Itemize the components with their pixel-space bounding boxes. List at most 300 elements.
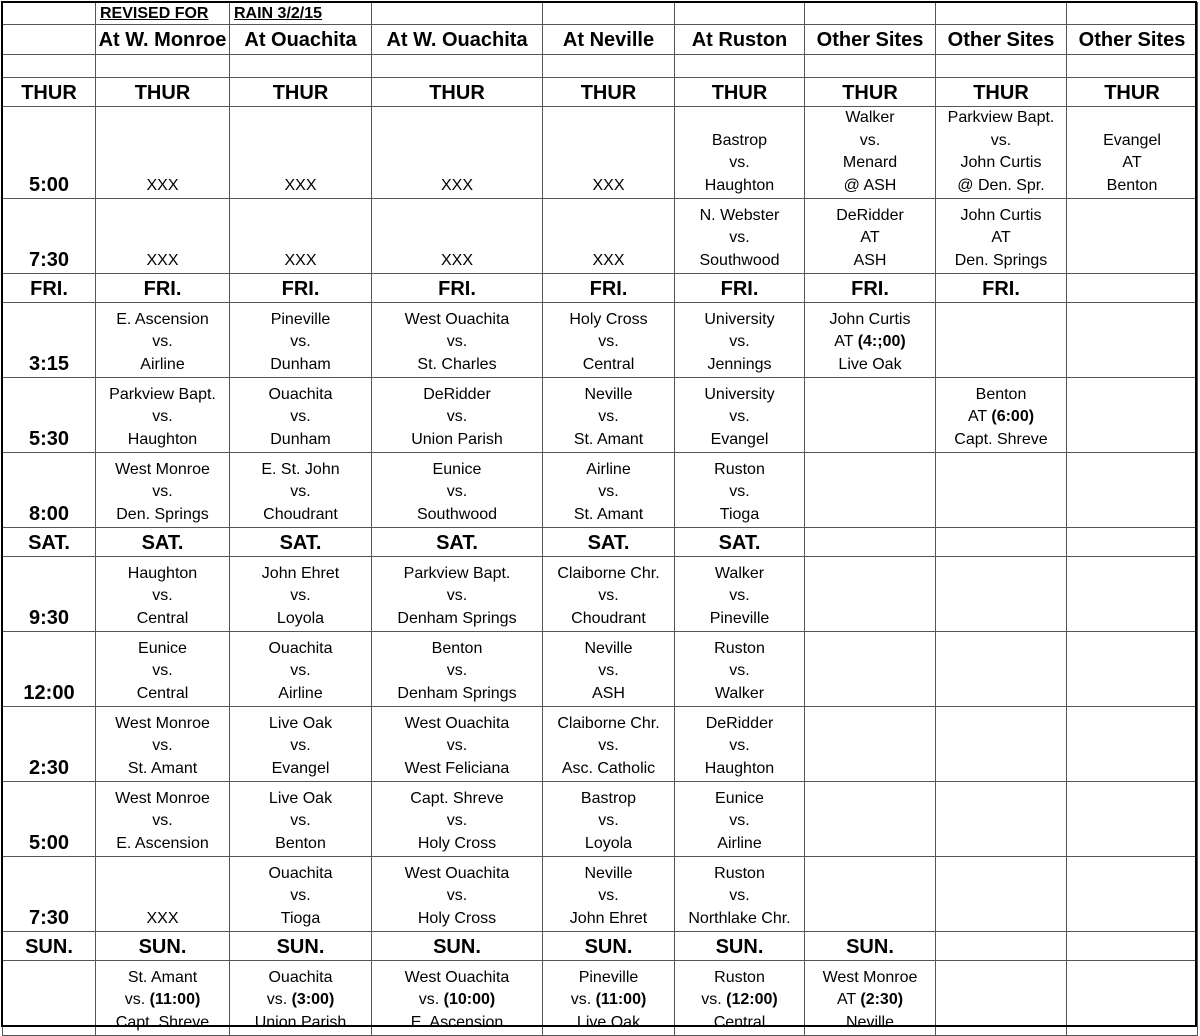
time-label: 2:30 [3, 707, 96, 782]
game-line: Haughton [704, 176, 775, 194]
day-label: SUN. [372, 932, 543, 961]
game-cell [936, 378, 1067, 453]
game-line: E. Ascension [410, 1013, 504, 1031]
site-header: At Ruston [675, 25, 805, 55]
game-line: West Ouachita [404, 864, 510, 882]
game-line: vs. [446, 887, 468, 904]
day-label: SAT. [543, 528, 675, 557]
game-line: ASH [592, 684, 625, 702]
game-line: Haughton [127, 564, 198, 582]
game-line: @ ASH [843, 176, 897, 194]
game-line: vs. [729, 812, 750, 829]
game-time: (12:00) [726, 991, 778, 1008]
game-cell [372, 632, 543, 707]
game-line: Benton [431, 639, 483, 657]
game-line: XXX [146, 251, 179, 269]
game-line: Southwood [699, 251, 780, 269]
game-cell [372, 378, 543, 453]
site-header: At Ouachita [230, 25, 372, 55]
game-line: AT [991, 229, 1011, 246]
empty-cell [936, 961, 1067, 1036]
spacer-cell [936, 55, 1067, 78]
game-line: Eunice [138, 639, 187, 657]
game-line: vs. [729, 154, 750, 171]
game-line: John Curtis [960, 206, 1042, 224]
day-label: FRI. [675, 274, 805, 303]
game-time: (11:00) [595, 991, 647, 1008]
game-line: Parkview Bapt. [403, 564, 511, 582]
game-cell [230, 707, 372, 782]
game-line: John Curtis [829, 310, 911, 328]
empty-cell [805, 557, 936, 632]
time-label: 5:00 [3, 107, 96, 199]
game-line: Live Oak [268, 789, 333, 807]
game-cell [543, 107, 675, 199]
game-line: Jennings [707, 355, 772, 373]
empty-cell [805, 632, 936, 707]
game-line: Denham Springs [397, 609, 517, 627]
game-line: Ouachita [268, 385, 333, 403]
game-cell [230, 378, 372, 453]
day-label: THUR [805, 78, 936, 107]
day-label: SAT. [675, 528, 805, 557]
game-cell [675, 782, 805, 857]
game-cell [96, 857, 230, 932]
empty-cell [1067, 303, 1198, 378]
empty-cell [936, 782, 1067, 857]
game-line: vs. [729, 408, 750, 425]
game-cell [372, 199, 543, 274]
game-line: vs. [598, 408, 619, 425]
game-cell [96, 707, 230, 782]
empty-cell [1067, 528, 1198, 557]
slot-row-sat_730 [3, 857, 1198, 932]
game-line: Ouachita [268, 864, 333, 882]
game-cell [543, 961, 675, 1036]
game-line: Dunham [270, 430, 331, 448]
game-line: AT (2:30) [836, 991, 904, 1008]
game-cell [675, 453, 805, 528]
game-line: Central [136, 684, 189, 702]
title-empty-cell [372, 3, 543, 25]
empty-cell [805, 378, 936, 453]
day-label: SUN. [96, 932, 230, 961]
game-cell [230, 961, 372, 1036]
game-line: E. Ascension [116, 834, 209, 852]
empty-cell [1067, 707, 1198, 782]
game-line: DeRidder [836, 206, 904, 224]
day-label: FRI. [230, 274, 372, 303]
title-empty-cell [675, 3, 805, 25]
site-header: At W. Ouachita [372, 25, 543, 55]
game-line: vs. [729, 587, 750, 604]
game-line: vs. (12:00) [701, 991, 778, 1008]
game-line: XXX [284, 251, 317, 269]
game-line: Benton [275, 834, 326, 852]
game-line: vs. [446, 333, 468, 350]
game-line: Pineville [270, 310, 331, 328]
game-line: West Ouachita [404, 310, 510, 328]
game-line: St. Charles [417, 355, 497, 373]
time-label: 9:30 [3, 557, 96, 632]
game-line: Neville [584, 385, 633, 403]
day-label: THUR [675, 78, 805, 107]
game-line: XXX [146, 909, 179, 927]
game-line: vs. [446, 662, 468, 679]
game-line: vs. [290, 333, 311, 350]
game-line: John Ehret [261, 564, 340, 582]
slot-row-sat_1200 [3, 632, 1198, 707]
game-line: West Ouachita [404, 714, 510, 732]
game-line: DeRidder [705, 714, 774, 732]
day-label: THUR [96, 78, 230, 107]
game-cell [543, 453, 675, 528]
game-line: vs. [729, 483, 750, 500]
game-line: vs. [729, 662, 750, 679]
game-line: Airline [717, 834, 762, 852]
empty-cell [936, 632, 1067, 707]
game-cell [96, 199, 230, 274]
day-row-fri [3, 274, 1198, 303]
game-line: vs. [290, 408, 311, 425]
game-time: (4:;00) [857, 333, 906, 350]
game-line: vs. [598, 333, 619, 350]
title-empty-cell [543, 3, 675, 25]
game-line: West Monroe [115, 714, 210, 732]
game-cell [230, 453, 372, 528]
game-line: John Curtis [960, 154, 1042, 171]
game-line: vs. [598, 662, 619, 679]
game-line: Holy Cross [417, 834, 497, 852]
game-cell [543, 199, 675, 274]
game-line: Airline [140, 355, 185, 373]
empty-cell [936, 857, 1067, 932]
game-line: Parkview Bapt. [947, 109, 1055, 126]
game-time: (10:00) [443, 991, 496, 1008]
game-line: AT (6:00) [967, 408, 1035, 425]
time-label: 7:30 [3, 199, 96, 274]
game-line: vs. (3:00) [266, 991, 335, 1008]
game-cell [543, 557, 675, 632]
game-line: Evangel [710, 430, 769, 448]
game-time: (2:30) [860, 991, 904, 1008]
site-header: At W. Monroe [96, 25, 230, 55]
game-line: Dunham [270, 355, 331, 373]
game-line: vs. [598, 737, 619, 754]
title-empty-cell [805, 3, 936, 25]
game-cell [543, 632, 675, 707]
game-cell [543, 782, 675, 857]
spacer-cell [3, 55, 96, 78]
game-cell [372, 857, 543, 932]
game-line: Capt. Shreve [954, 430, 1048, 448]
slot-row-thur_730 [3, 199, 1198, 274]
game-line: vs. [446, 483, 468, 500]
game-cell [230, 782, 372, 857]
site-header: Other Sites [1067, 25, 1198, 55]
spacer-cell [675, 55, 805, 78]
game-cell [805, 961, 936, 1036]
game-line: Neville [584, 864, 633, 882]
game-line: Benton [975, 385, 1027, 403]
game-line: Neville [584, 639, 633, 657]
game-line: vs. [729, 333, 750, 350]
game-line: Pineville [709, 609, 770, 627]
game-line: vs. [290, 587, 311, 604]
game-cell [675, 707, 805, 782]
game-line: Bastrop [580, 789, 637, 807]
day-label: THUR [1067, 78, 1198, 107]
day-label: FRI. [805, 274, 936, 303]
game-cell [372, 961, 543, 1036]
game-line: West Monroe [115, 789, 210, 807]
empty-cell [936, 303, 1067, 378]
spacer-cell [372, 55, 543, 78]
game-line: West Feliciana [404, 759, 510, 777]
day-row-sat [3, 528, 1198, 557]
game-cell [372, 453, 543, 528]
game-line: Central [582, 355, 635, 373]
spacer-cell [1067, 55, 1198, 78]
game-line: vs. (10:00) [418, 991, 496, 1008]
day-label: FRI. [372, 274, 543, 303]
game-line: Neville [845, 1013, 894, 1031]
game-cell [372, 303, 543, 378]
day-row-thur [3, 78, 1198, 107]
game-cell [96, 961, 230, 1036]
game-cell [675, 557, 805, 632]
spacer-cell [230, 55, 372, 78]
game-line: XXX [284, 176, 317, 194]
game-line: vs. (11:00) [124, 991, 201, 1008]
day-label: THUR [543, 78, 675, 107]
empty-cell [936, 453, 1067, 528]
game-line: Asc. Catholic [561, 759, 656, 777]
game-cell [96, 453, 230, 528]
game-line: Tioga [719, 505, 760, 523]
game-line: vs. [598, 812, 619, 829]
slot-row-sat_500 [3, 782, 1198, 857]
game-line: Claiborne Chr. [557, 714, 660, 732]
game-cell [543, 857, 675, 932]
time-blank [3, 961, 96, 1036]
time-label: 7:30 [3, 857, 96, 932]
game-cell [675, 107, 805, 199]
empty-cell [1067, 632, 1198, 707]
game-line: E. Ascension [116, 310, 209, 328]
game-line: Evangel [1103, 131, 1161, 149]
game-line: St. Amant [573, 505, 644, 523]
game-line: Menard [842, 154, 898, 171]
game-line: vs. [290, 887, 311, 904]
day-label: SAT. [96, 528, 230, 557]
day-label: THUR [230, 78, 372, 107]
game-line: University [704, 310, 775, 328]
empty-cell [936, 528, 1067, 557]
day-label: THUR [3, 78, 96, 107]
empty-cell [805, 453, 936, 528]
game-line: Choudrant [571, 609, 646, 627]
day-label: SAT. [3, 528, 96, 557]
site-header-row [3, 25, 1198, 55]
game-cell [936, 107, 1067, 199]
empty-cell [805, 707, 936, 782]
game-line: vs. [446, 737, 468, 754]
game-cell [96, 557, 230, 632]
slot-row-fri_315 [3, 303, 1198, 378]
game-line: vs. [990, 131, 1012, 149]
game-line: Union Parish [411, 430, 503, 448]
schedule-table [2, 2, 1198, 1036]
game-cell [372, 557, 543, 632]
game-line: Live Oak [838, 355, 902, 373]
day-row-sun [3, 932, 1198, 961]
empty-cell [936, 932, 1067, 961]
day-label: THUR [936, 78, 1067, 107]
game-line: vs. [152, 737, 173, 754]
game-line: Capt. Shreve [410, 789, 504, 807]
game-cell [96, 632, 230, 707]
slot-row-sat_930 [3, 557, 1198, 632]
game-line: Southwood [416, 505, 498, 523]
game-line: AT (4:;00) [834, 333, 906, 350]
game-line: vs. [729, 887, 750, 904]
game-line: vs. [729, 737, 750, 754]
day-label: FRI. [96, 274, 230, 303]
game-line: vs. [598, 887, 619, 904]
game-line: Claiborne Chr. [557, 564, 660, 582]
game-cell [675, 378, 805, 453]
game-line: Central [136, 609, 189, 627]
site-header: Other Sites [936, 25, 1067, 55]
game-line: vs. [446, 587, 468, 604]
game-line: Ruston [714, 864, 765, 882]
game-cell [805, 303, 936, 378]
site-header: Other Sites [805, 25, 936, 55]
empty-cell [805, 857, 936, 932]
day-label: FRI. [3, 274, 96, 303]
game-line: vs. [290, 812, 311, 829]
game-line: vs. [446, 408, 468, 425]
game-line: vs. [859, 131, 881, 149]
game-line: XXX [440, 251, 473, 269]
game-line: St. Amant [127, 968, 198, 986]
game-line: Airline [586, 460, 631, 478]
slot-row-fri_800 [3, 453, 1198, 528]
slot-row-thur_500 [3, 107, 1198, 199]
game-line: Haughton [127, 430, 198, 448]
game-line: Holy Cross [417, 909, 497, 927]
game-line: DeRidder [423, 385, 491, 403]
game-line: XXX [592, 251, 625, 269]
game-line: Union Parish [254, 1013, 347, 1031]
empty-cell [1067, 199, 1198, 274]
game-cell [230, 199, 372, 274]
game-line: St. Amant [573, 430, 644, 448]
game-time: (6:00) [991, 408, 1035, 425]
game-line: St. Amant [127, 759, 198, 777]
game-line: AT [860, 229, 880, 246]
game-line: Tioga [280, 909, 321, 927]
empty-cell [1067, 857, 1198, 932]
empty-cell [805, 782, 936, 857]
game-line: vs. [152, 812, 173, 829]
day-label: THUR [372, 78, 543, 107]
game-line: Haughton [704, 759, 775, 777]
game-line: Parkview Bapt. [109, 385, 216, 403]
slot-row-sun [3, 961, 1198, 1036]
game-cell [96, 782, 230, 857]
time-label: 8:00 [3, 453, 96, 528]
game-cell [543, 303, 675, 378]
empty-cell [1067, 274, 1198, 303]
game-cell [230, 857, 372, 932]
day-label: SUN. [3, 932, 96, 961]
day-label: SUN. [675, 932, 805, 961]
empty-cell [1067, 932, 1198, 961]
slot-row-fri_530 [3, 378, 1198, 453]
game-line: Ruston [714, 639, 765, 657]
game-line: Loyola [584, 834, 633, 852]
game-line: Loyola [276, 609, 325, 627]
game-cell [675, 857, 805, 932]
game-line: Benton [1106, 176, 1158, 194]
time-label: 12:00 [3, 632, 96, 707]
game-line: West Ouachita [404, 968, 510, 986]
game-line: Ruston [714, 968, 765, 986]
game-line: Airline [278, 684, 323, 702]
game-line: Live Oak [576, 1013, 641, 1031]
game-cell [675, 199, 805, 274]
time-label: 5:30 [3, 378, 96, 453]
time-label: 3:15 [3, 303, 96, 378]
empty-cell [1067, 378, 1198, 453]
game-line: vs. [152, 662, 173, 679]
game-line: John Ehret [569, 909, 648, 927]
game-cell [372, 782, 543, 857]
game-line: Walker [714, 684, 765, 702]
game-time: (3:00) [291, 991, 335, 1008]
game-line: vs. [290, 483, 311, 500]
game-line: Eunice [715, 789, 764, 807]
game-line: vs. [290, 737, 311, 754]
game-cell [675, 632, 805, 707]
game-line: vs. [152, 333, 173, 350]
day-label: SUN. [230, 932, 372, 961]
day-label: FRI. [936, 274, 1067, 303]
game-line: University [704, 385, 775, 403]
game-line: Choudrant [263, 505, 338, 523]
game-cell [96, 107, 230, 199]
game-line: XXX [592, 176, 625, 194]
empty-cell [1067, 557, 1198, 632]
slot-row-sat_230 [3, 707, 1198, 782]
game-line: Ouachita [268, 639, 333, 657]
game-line: vs. [598, 587, 619, 604]
empty-cell [1067, 453, 1198, 528]
game-line: N. Webster [699, 206, 780, 224]
game-cell [230, 557, 372, 632]
game-line: West Monroe [115, 460, 210, 478]
game-line: XXX [440, 176, 473, 194]
day-label: SAT. [372, 528, 543, 557]
time-label: 5:00 [3, 782, 96, 857]
game-cell [372, 107, 543, 199]
spacer-cell [805, 55, 936, 78]
game-line: vs. [446, 812, 468, 829]
game-cell [543, 378, 675, 453]
title-rain-date: RAIN 3/2/15 [230, 3, 372, 25]
